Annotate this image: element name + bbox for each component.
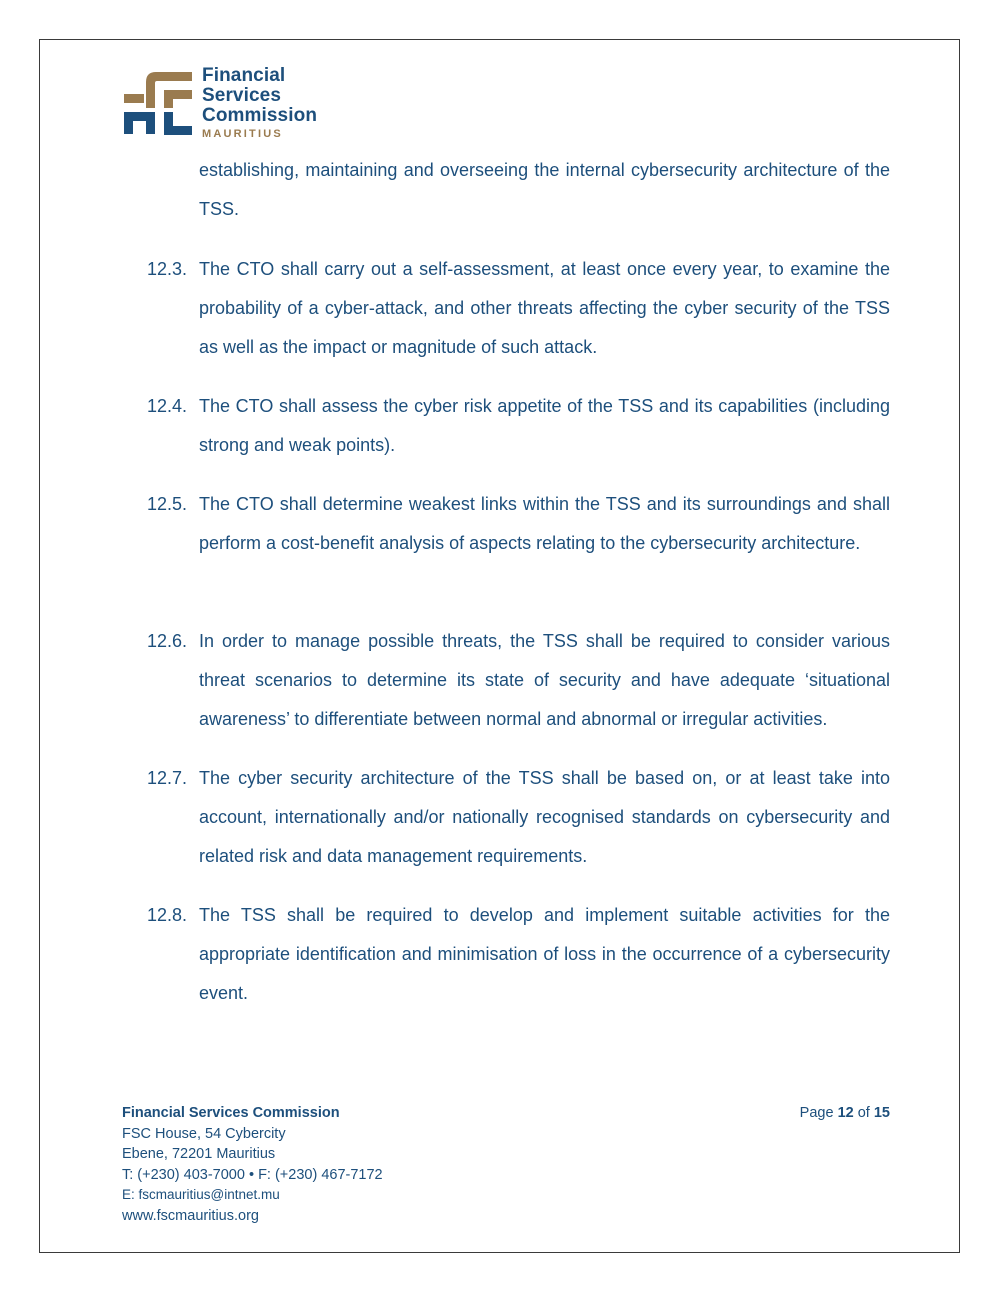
page-of: of (857, 1105, 870, 1121)
clause-text: The cyber security architecture of the TSS shall be based on, or at least take into account, internationally and/or nationally recognised standards on cybersecurity and related risk and data management requirements. (199, 768, 890, 866)
footer-contact (122, 1103, 383, 1226)
footer-address-line1: FSC House, 54 Cybercity (122, 1125, 286, 1142)
clause-12-3 (147, 250, 890, 367)
clause-12-8 (147, 896, 890, 1013)
logo-line-mauritius: MAURITIUS (202, 128, 283, 140)
clause-12-5 (147, 485, 890, 563)
clause-text: The TSS shall be required to develop and implement suitable activities for the appropriate identification and minimisation of loss in the occurrence of a cybersecurity event. (199, 905, 890, 1003)
page-total: 15 (873, 1105, 890, 1121)
logo-line-financial: Financial (202, 65, 286, 86)
clause-12-6 (147, 622, 890, 739)
fsc-logo (124, 66, 344, 138)
page-current: 12 (837, 1105, 854, 1121)
clause-number: 12.7. (147, 768, 188, 788)
clause-text: The CTO shall assess the cyber risk appetite of the TSS and its capabilities (including strong and weak points). (199, 396, 890, 455)
clause-12-4 (147, 387, 890, 465)
clause-number: 12.8. (147, 905, 188, 925)
clause-text: The CTO shall determine weakest links within the TSS and its surroundings and shall perform a cost-benefit analysis of aspects relating to the cybersecurity architecture. (199, 494, 890, 553)
footer-org-name: Financial Services Commission (122, 1105, 340, 1121)
page-number (800, 1103, 890, 1124)
footer-email: E: fscmauritius@intnet.mu (122, 1187, 280, 1202)
clause-text: In order to manage possible threats, the TSS shall be required to consider various threat scenarios to determine its state of security and have adequate ‘situational awareness’ to differentiate between normal and abnormal or irregular activities. (199, 631, 890, 729)
logo-line-services: Services (202, 85, 281, 106)
continuation-paragraph: establishing, maintaining and overseeing the internal cybersecurity architecture of the TSS. (199, 160, 890, 219)
clause-number: 12.4. (147, 396, 188, 416)
clause-number: 12.5. (147, 494, 188, 514)
page-word: Page (799, 1105, 834, 1121)
footer-address-line2: Ebene, 72201 Mauritius (122, 1146, 276, 1162)
footer-phone: T: (+230) 403-7000 • F: (+230) 467-7172 (122, 1166, 383, 1183)
clause-12-7 (147, 759, 890, 876)
clause-number: 12.6. (147, 631, 188, 651)
logo-line-commission: Commission (202, 105, 318, 126)
footer-website-link[interactable]: www.fscmauritius.org (122, 1207, 259, 1224)
clause-text: The CTO shall carry out a self-assessment, at least once every year, to examine the probability of a cyber-attack, and other threats affecting the cyber security of the TSS as well as the impact or magnitude of such attack. (199, 259, 890, 357)
fsc-logo-mark-icon (124, 68, 194, 136)
clause-number: 12.3. (147, 259, 188, 279)
